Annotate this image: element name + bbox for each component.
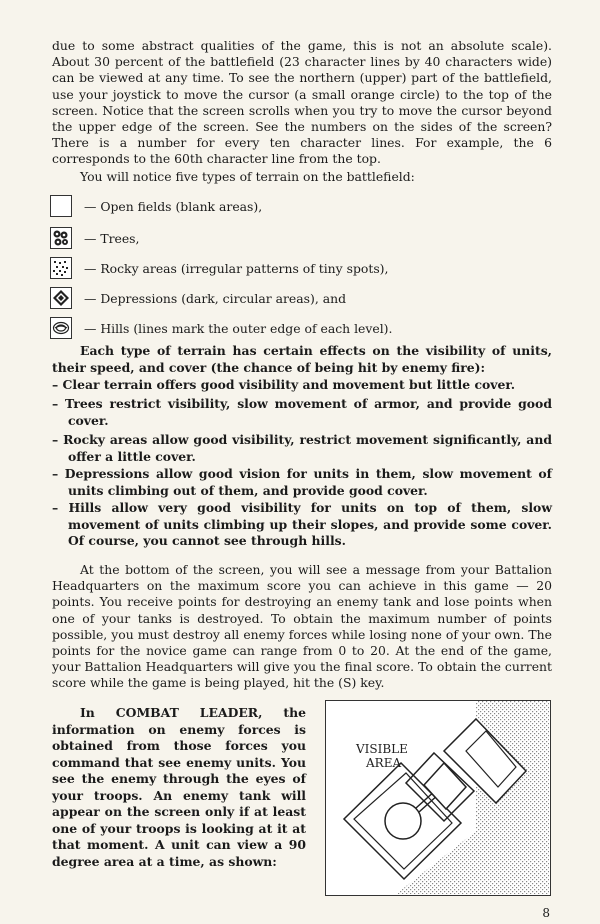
terrain-label: — Rocky areas (irregular patterns of tiny spots), <box>84 260 389 276</box>
rocky-area-icon <box>50 257 72 279</box>
terrain-item-depressions <box>50 286 346 310</box>
effect-trees: – Trees restrict visibility, slow movement of armor, and provide good cover. <box>52 396 552 428</box>
visible-area-diagram <box>325 700 551 896</box>
terrain-item-trees <box>50 226 139 250</box>
hills-icon <box>50 317 72 339</box>
diagram-label-visible: VISIBLE <box>356 742 408 756</box>
terrain-label: — Open fields (blank areas), <box>84 198 263 214</box>
terrain-label: — Hills (lines mark the outer edge of each level). <box>84 320 393 336</box>
score-paragraph: At the bottom of the screen, you will see a message from your Battalion Headquarters on the maximum score you can achieve in this game — 20 points. You receive points for destroying an enemy tank and lose points when one of your tanks is destroyed. To obtain the maximum number of points possible, you must destroy all enemy forces while losing none of your own. The points for the novice game can range from 0 to 20. At the end of the game, your Battalion Headquarters will give you the final score. To obtain the current score while the game is being played, hit the (S) key. <box>52 562 552 691</box>
visibility-sidebar: In COMBAT LEADER, the information on enemy forces is obtained from those forces you command that see enemy units. You see the enemy through the eyes of your troops. An enemy tank will appear on the screen only if at least one of your troops is looking at it at that moment. A unit can view a 90 degree area at a time, as shown: <box>52 705 306 869</box>
effect-hills: – Hills allow very good visibility for units on top of them, slow movement of units climbing up their slopes, and provide some cover. Of course, you cannot see through hills. <box>52 500 552 548</box>
terrain-label: — Depressions (dark, circular areas), and <box>84 290 347 306</box>
terrain-intro: You will notice five types of terrain on the battlefield: <box>80 169 415 184</box>
terrain-item-hills <box>50 316 392 340</box>
effect-depressions: – Depressions allow good vision for units in them, slow movement of units climbing out of them, and provide good cover. <box>52 466 552 498</box>
terrain-label: — Trees, <box>84 230 140 246</box>
terrain-item-rocky <box>50 256 388 280</box>
terrain-item-open-fields <box>50 194 262 218</box>
depression-icon <box>50 287 72 309</box>
diagram-label-area: AREA <box>366 756 402 770</box>
effect-clear: – Clear terrain offers good visibility and movement but little cover. <box>52 377 516 392</box>
visible-area-illustration <box>326 701 549 894</box>
trees-icon <box>50 227 72 249</box>
intro-paragraph: due to some abstract qualities of the game, this is not an absolute scale). About 30 percent of the battlefield (23 character lines by 40 characters wide) can be viewed at any time. To see the northern (upper) part of the battlefield, use your joystick to move the cursor (a small orange circle) to the top of the screen. Notice that the screen scrolls when you try to move the cursor beyond the upper edge of the screen. See the numbers on the sides of the screen? There is a number for every ten character lines. For example, the 6 corresponds to the 60th character line from the top. <box>52 38 552 167</box>
page-number: 8 <box>542 906 550 920</box>
effect-rocky: – Rocky areas allow good visibility, restrict movement significantly, and offer a little cover. <box>52 432 552 464</box>
open-field-icon <box>50 195 72 217</box>
effects-intro: Each type of terrain has certain effects on the visibility of units, their speed, and cover (the chance of being hit by enemy fire): <box>52 343 552 375</box>
